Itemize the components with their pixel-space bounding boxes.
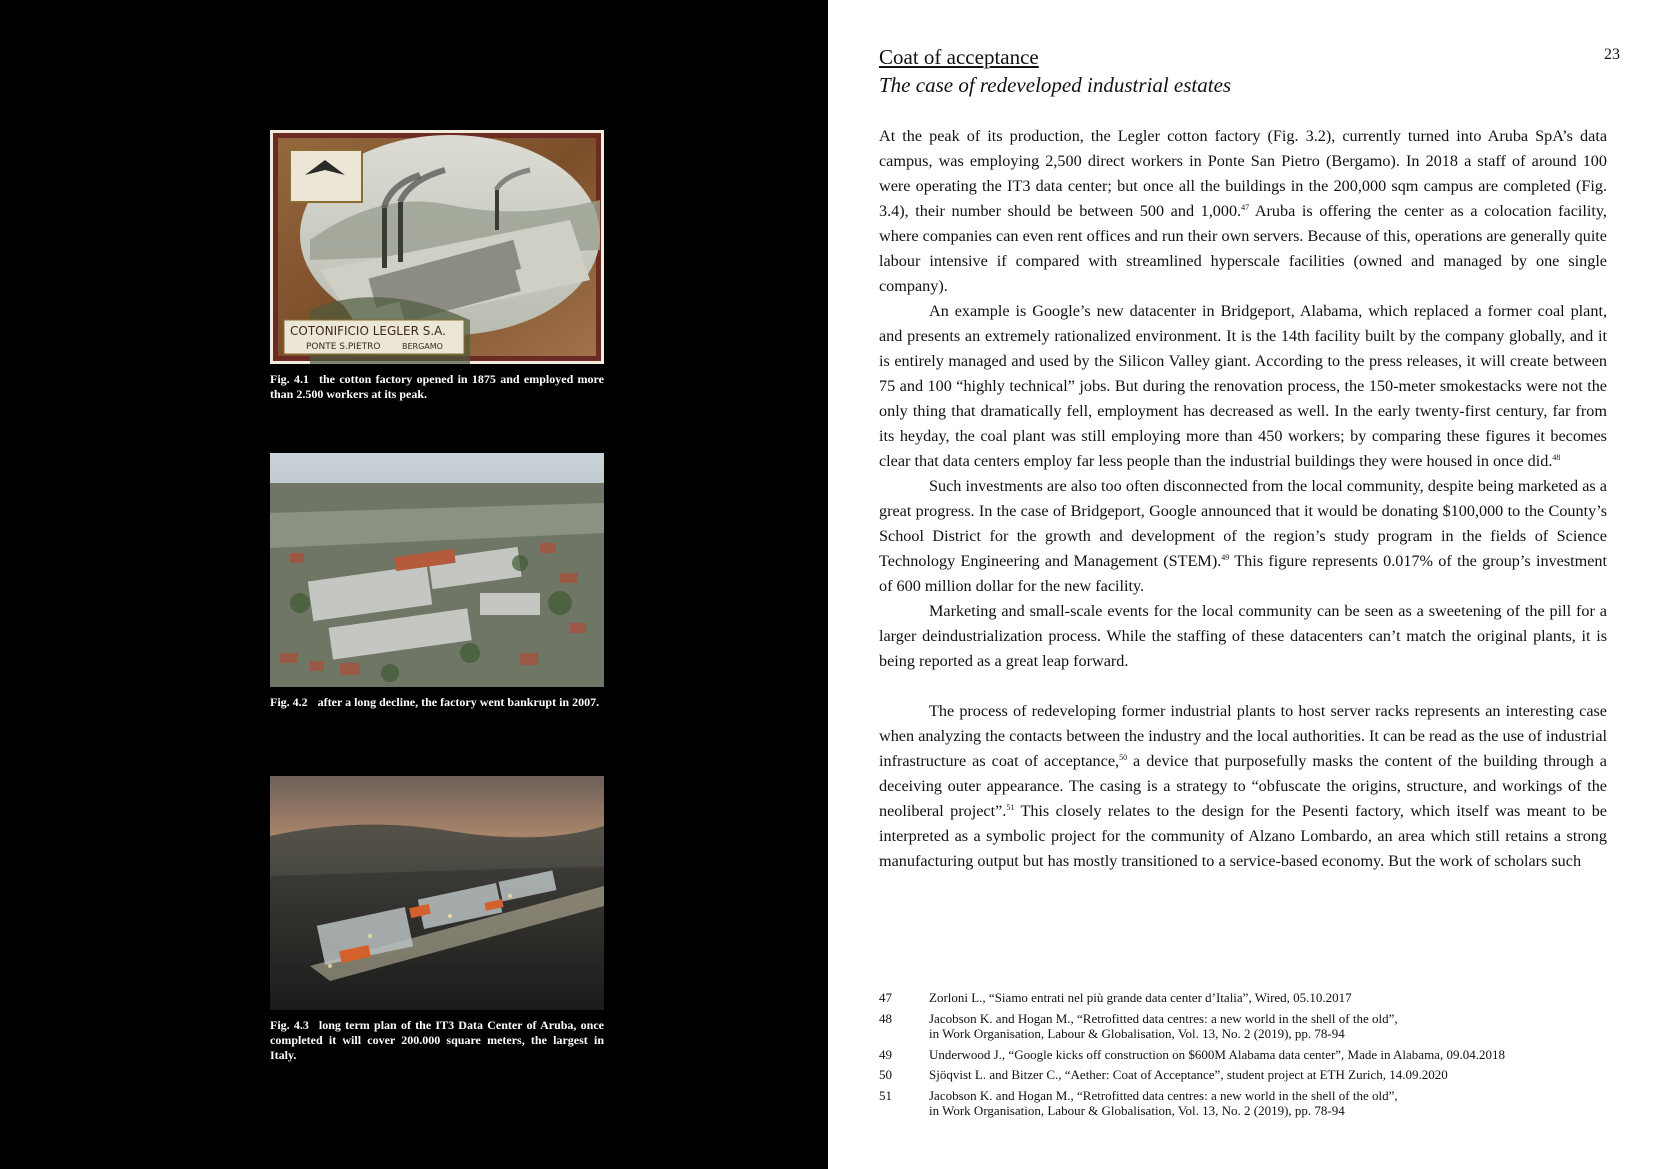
section-title: Coat of acceptance: [879, 45, 1039, 69]
right-page: [828, 0, 1653, 1169]
footnote: [879, 990, 1619, 1006]
figure-number: Fig. 4.2: [270, 695, 308, 709]
vintage-factory-postcard-image: [270, 130, 604, 364]
paragraph: An example is Google’s new datacenter in Bridgeport, Alabama, which replaced a former coal plant, and presents an extremely rationalized environment. It is the 14th facility built by the company globally, and it is entirely managed and used by the Silicon Valley giant. According to the press releases, it will create between 75 and 100 “highly technical” jobs. But during the renovation process, the 150-meter smokestacks were not the only thing that dramatically fell, employment has decreased as well. In the early twenty-first century, far from its heyday, the coal plant was still employing more than 450 workers; by comparing these figures it becomes clear that data centers employ far less people than the industrial buildings they were housed in once did.$^{48}$: [879, 302, 1607, 470]
footnote-text-continued: in Work Organisation, Labour & Globalisation, Vol. 13, No. 2 (2019), pp. 78-94: [929, 1103, 1345, 1118]
footnote-ref[interactable]: 51: [1006, 803, 1015, 812]
aerial-photo-image: [270, 453, 604, 687]
figure-caption: [270, 372, 604, 402]
footnote-ref[interactable]: 47: [1241, 203, 1250, 212]
section-subtitle: The case of redeveloped industrial estates: [879, 73, 1232, 97]
footnote-number: 50: [879, 1067, 892, 1082]
footnote-text: Underwood J., “Google kicks off construction on $600M Alabama data center”, Made in Alabama, 09.04.2018: [929, 1046, 1505, 1062]
footnote-text: Zorloni L., “Siamo entrati nel più grande data center d’Italia”, Wired, 05.10.2017: [929, 990, 1352, 1005]
figure-caption: [270, 1018, 604, 1063]
figure-4-3: [270, 776, 604, 1063]
footnote-number: 47: [879, 990, 892, 1005]
footnote-text: Sjöqvist L. and Bitzer C., “Aether: Coat of Acceptance”, student project at ETH Zurich, 14.09.2020: [929, 1067, 1448, 1082]
figure-number: Fig. 4.1: [270, 372, 309, 386]
footnote-ref[interactable]: 50: [1119, 753, 1128, 762]
footnotes: [879, 990, 1619, 1124]
footnote-number: 49: [879, 1046, 892, 1062]
figure-caption-text: after a long decline, the factory went bankrupt in 2007.: [317, 695, 600, 709]
footnote-text: Jacobson K. and Hogan M., “Retrofitted data centres: a new world in the shell of the old”,: [929, 1010, 1398, 1026]
footnote-ref[interactable]: 48: [1552, 453, 1561, 462]
postcard-label-line1: COTONIFICIO LEGLER S.A.: [290, 324, 446, 338]
footnote: [879, 1067, 1619, 1083]
footnote: [879, 1088, 1619, 1119]
footnote-ref[interactable]: 49: [1221, 553, 1230, 562]
paragraph: Marketing and small-scale events for the local community can be seen as a sweetening of the pill for a larger deindustrialization process. While the staffing of these datacenters can’t match the original plants, it is being reported as a great leap forward.: [879, 602, 1607, 670]
paragraph: The process of redeveloping former industrial plants to host server racks represents an interesting case when analyzing the contacts between the industry and the local authorities. It can be read as the use of industrial infrastructure as coat of acceptance,$^{50}$ a device that purposefully masks the content of the building through a deceiving outer appearance. The casing is a strategy to “obfuscate the origins, structure, and workings of the neoliberal project”.$^{51}$ This closely relates to the design for the Pesenti factory, which itself was meant to be interpreted as a symbolic project for the community of Alzano Lombardo, an area which still retains a strong manufacturing output but has mostly transitioned to a service-based economy. But the work of scholars such: [879, 702, 1607, 870]
body-text: [879, 124, 1607, 874]
figure-caption: [270, 695, 604, 710]
figure-caption-text: the cotton factory opened in 1875 and employed more than 2.500 workers at its peak.: [270, 372, 604, 401]
figure-4-2: [270, 453, 604, 710]
figure-number: Fig. 4.3: [270, 1018, 309, 1032]
footnote: [879, 1047, 1619, 1063]
footnote: [879, 1011, 1619, 1042]
footnote-text-continued: in Work Organisation, Labour & Globalisation, Vol. 13, No. 2 (2019), pp. 78-94: [929, 1026, 1345, 1041]
page-number: 23: [1604, 46, 1620, 63]
data-center-render-image: [270, 776, 604, 1010]
paragraph: Such investments are also too often disconnected from the local community, despite being marketed as a great progress. In the case of Bridgeport, Google announced that it would be donating $100,000 to the County’s School District for the growth and development of the region’s study program in the fields of Science Technology Engineering and Management (STEM).$^{49}$ This figure represents 0.017% of the group’s investment of 600 million dollar for the new facility.: [879, 477, 1607, 595]
footnote-number: 51: [879, 1087, 892, 1103]
footnote-text: Jacobson K. and Hogan M., “Retrofitted data centres: a new world in the shell of the old”,: [929, 1087, 1398, 1103]
footnote-number: 48: [879, 1010, 892, 1026]
postcard-label-line2: PONTE S.PIETRO: [306, 342, 381, 352]
figure-caption-text: long term plan of the IT3 Data Center of Aruba, once completed it will cover 200.000 square meters, the largest in Italy.: [270, 1018, 604, 1062]
paragraph: At the peak of its production, the Legler cotton factory (Fig. 3.2), currently turned into Aruba SpA’s data campus, was employing 2,500 direct workers in Ponte San Pietro (Bergamo). In 2018 a staff of around 100 were operating the IT3 data center; but once all the buildings in the 200,000 sqm campus are completed (Fig. 3.4), their number should be between 500 and 1,000.47 Aruba is offering the center as a colocation facility, where companies can even rent offices and run their own servers. Because of this, operations are generally quite labour intensive if compared with streamlined hyperscale facilities (owned and managed by one single company).: [879, 127, 1607, 295]
figure-4-1: [270, 130, 604, 402]
postcard-label-line3: BERGAMO: [402, 342, 443, 351]
